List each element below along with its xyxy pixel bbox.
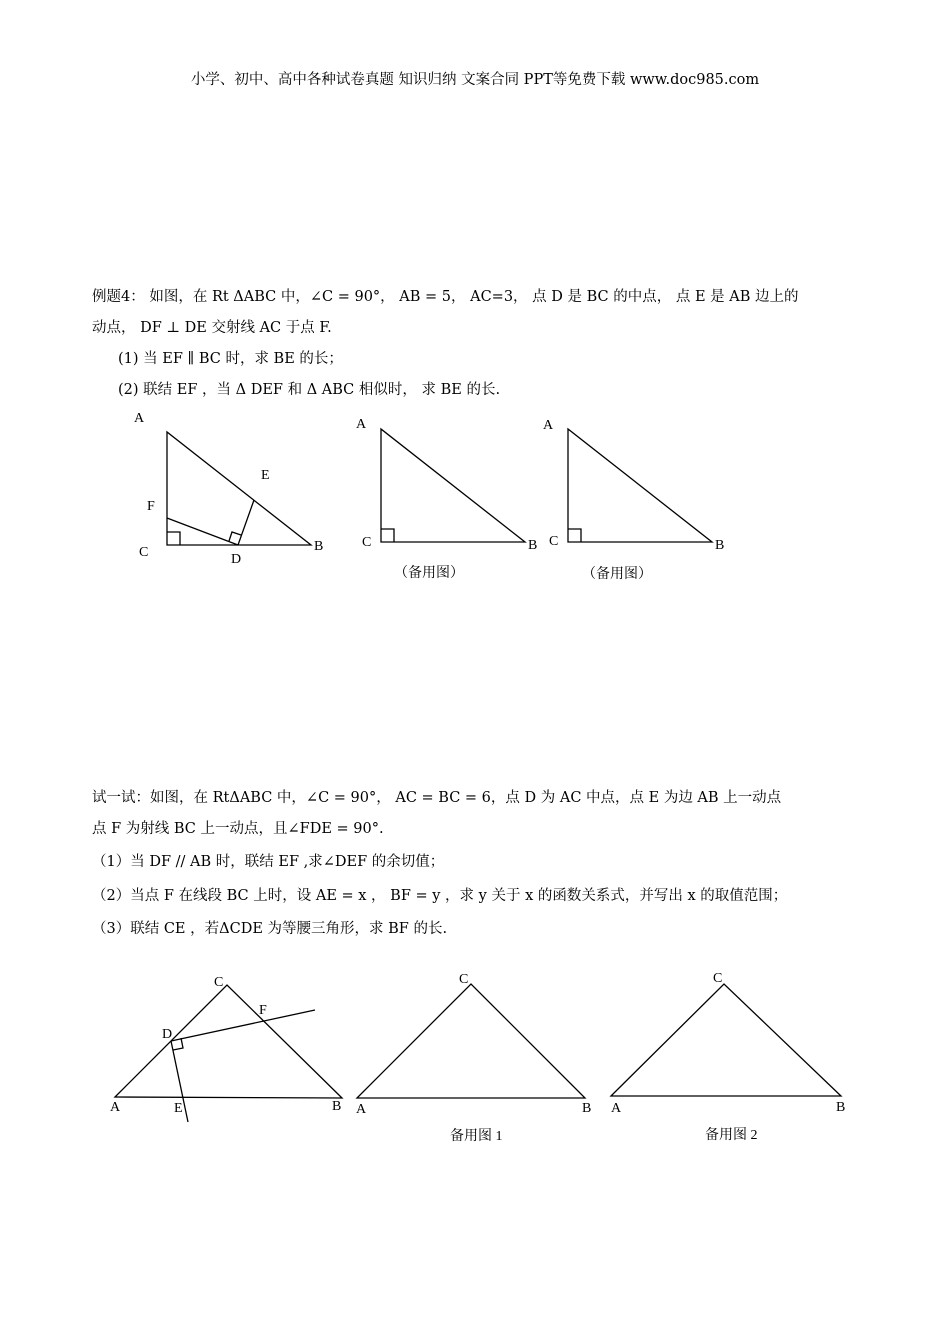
page-header: 小学、初中、高中各种试卷真题 知识归纳 文案合同 PPT等免费下载 www.doc985.com (190, 72, 760, 88)
example4-question-1: (1) 当 EF ∥ BC 时，求 BE 的长； (118, 351, 343, 367)
ray-df (171, 1010, 315, 1041)
example4-backup-figure-1 (356, 417, 537, 581)
backup-triangle-1 (357, 984, 585, 1098)
label-e: E (174, 1101, 183, 1116)
label-f: F (259, 1003, 267, 1018)
label-c: C (362, 535, 372, 550)
triangle-abc (115, 985, 342, 1098)
tryit-main-figure (110, 975, 342, 1122)
tryit-statement-line1: 试一试：如图，在 RtΔABC 中，∠C = 90°， AC = BC = 6，点 D 为 AC 中点，点 E 为边 AB 上一动点 (92, 790, 782, 806)
label-b: B (715, 538, 725, 553)
label-b: B (836, 1100, 846, 1115)
triangle-abc (167, 432, 311, 545)
backup-caption-2: （备用图） (582, 567, 652, 582)
label-b: B (314, 539, 324, 554)
example4-question-2: (2) 联结 EF ，当 Δ DEF 和 Δ ABC 相似时， 求 BE 的长. (118, 382, 501, 398)
tryit-question-2: （2）当点 F 在线段 BC 上时，设 AE = x ， BF = y ，求 y 关于 x 的函数关系式，并写出 x 的取值范围； (92, 888, 788, 904)
label-a: A (134, 411, 145, 426)
tryit-backup-figure-2 (611, 971, 845, 1143)
label-a: A (356, 417, 367, 432)
label-a: A (611, 1101, 622, 1116)
tryit-question-1: （1）当 DF // AB 时，联结 EF ,求∠DEF 的余切值； (92, 854, 445, 870)
label-d: D (162, 1027, 173, 1042)
segment-de (238, 500, 254, 545)
label-d: D (231, 552, 242, 567)
tryit-backup-figure-1 (356, 972, 591, 1144)
label-a: A (543, 418, 554, 433)
right-angle-d (229, 532, 241, 541)
label-a: A (356, 1102, 367, 1117)
example4-statement-line1: 例题4： 如图，在 Rt ΔABC 中，∠C = 90°， AB = 5， AC=3， 点 D 是 BC 的中点， 点 E 是 AB 边上的 (92, 289, 799, 305)
tryit-question-3: （3）联结 CE ，若ΔCDE 为等腰三角形，求 BF 的长. (92, 921, 448, 937)
label-b: B (528, 538, 538, 553)
tryit-statement-line2: 点 F 为射线 BC 上一动点，且∠FDE = 90°. (92, 821, 384, 837)
label-c: C (549, 534, 559, 549)
backup-caption-1: 备用图 1 (450, 1129, 503, 1144)
example4-statement-line2: 动点， DF ⊥ DE 交射线 AC 于点 F. (92, 320, 332, 336)
backup-right-angle-1 (381, 529, 394, 542)
label-c: C (459, 972, 469, 987)
label-b: B (332, 1099, 342, 1114)
label-c: C (214, 975, 224, 990)
backup-triangle-2 (568, 429, 712, 542)
label-b: B (582, 1101, 592, 1116)
label-e: E (261, 468, 270, 483)
example4-main-figure (134, 411, 323, 567)
backup-caption-2: 备用图 2 (705, 1128, 758, 1143)
backup-triangle-2 (611, 984, 841, 1096)
label-c: C (139, 545, 149, 560)
label-c: C (713, 971, 723, 986)
label-a: A (110, 1100, 121, 1115)
label-f: F (147, 499, 155, 514)
backup-right-angle-2 (568, 529, 581, 542)
backup-caption-1: （备用图） (394, 566, 464, 581)
backup-triangle-1 (381, 429, 525, 542)
example4-backup-figure-2 (543, 418, 724, 582)
right-angle-c (167, 532, 180, 545)
